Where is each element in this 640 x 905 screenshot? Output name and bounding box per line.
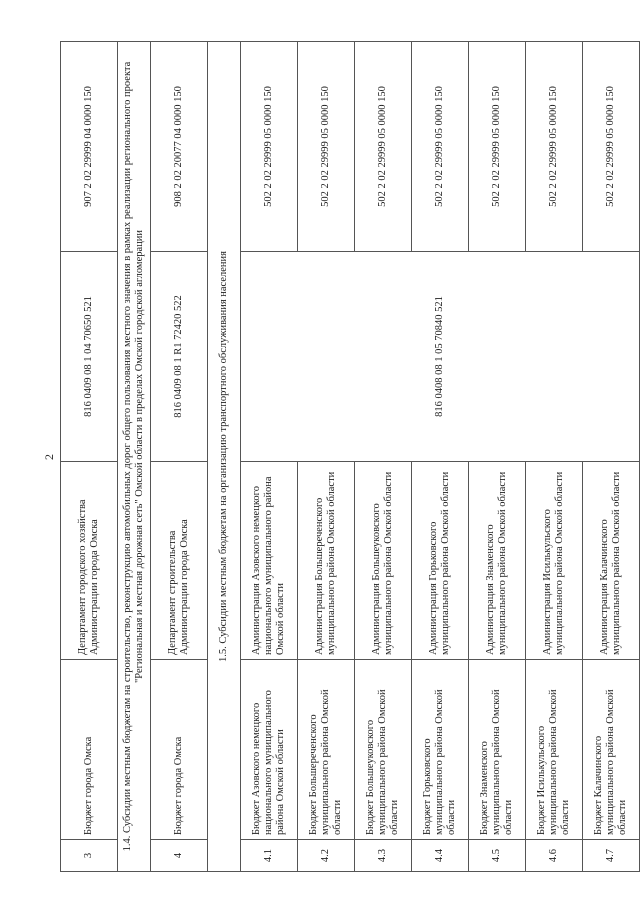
table-row — [241, 42, 298, 872]
budget-cell: Бюджет Калачинского муниципального района Омской области — [583, 660, 640, 840]
revenue-code-cell: 908 2 02 20077 04 0000 150 — [151, 42, 208, 252]
row-number: 4.7 — [583, 840, 640, 872]
rotated-content — [34, 42, 628, 872]
budget-cell: Бюджет Большереченского муниципального района Омской области — [298, 660, 355, 840]
section-title: 1.4. Субсидии местным бюджетам на строительство, реконструкцию автомобильных дорог общего пользования местного значения в рамках реализации регионального проекта "Региональная и местная дорожная сеть" Омской области в пределах Омской городской агломерации — [118, 42, 151, 872]
budget-cell: Бюджет Азовского немецкого национального муниципального района Омской области — [241, 660, 298, 840]
revenue-code-cell: 502 2 02 29999 05 0000 150 — [241, 42, 298, 252]
row-number: 4.3 — [355, 840, 412, 872]
admin-cell: Администрация Большеуковского муниципального района Омской области — [355, 462, 412, 660]
row-number: 4.1 — [241, 840, 298, 872]
budget-cell: Бюджет Горьковского муниципального района Омской области — [412, 660, 469, 840]
subsidy-table — [60, 41, 640, 872]
revenue-code-cell: 907 2 02 29999 04 0000 150 — [61, 42, 118, 252]
expense-code-cell: 816 0409 08 1 R1 72420 522 — [151, 252, 208, 462]
section-title: 1.5. Субсидии местным бюджетам на организацию транспортного обслуживания населения — [208, 42, 241, 872]
row-number: 4.5 — [469, 840, 526, 872]
expense-code-cell: 816 0409 08 1 04 70650 521 — [61, 252, 118, 462]
row-number: 4 — [151, 840, 208, 872]
budget-cell: Бюджет города Омска — [61, 660, 118, 840]
table-row — [151, 42, 208, 872]
row-number: 3 — [61, 840, 118, 872]
revenue-code-cell: 502 2 02 29999 05 0000 150 — [526, 42, 583, 252]
admin-cell: Администрация Калачинского муниципального района Омской области — [583, 462, 640, 660]
shared-expense-code-cell: 816 0408 08 1 05 70840 521 — [241, 252, 640, 462]
budget-cell: Бюджет Большеуковского муниципального района Омской области — [355, 660, 412, 840]
revenue-code-cell: 502 2 02 29999 05 0000 150 — [583, 42, 640, 252]
revenue-code-cell: 502 2 02 29999 05 0000 150 — [298, 42, 355, 252]
admin-cell: Администрация Знаменского муниципального района Омской области — [469, 462, 526, 660]
budget-cell: Бюджет Исилькульского муниципального района Омской области — [526, 660, 583, 840]
budget-cell: Бюджет Знаменского муниципального района Омской области — [469, 660, 526, 840]
revenue-code-cell: 502 2 02 29999 05 0000 150 — [355, 42, 412, 252]
table-row — [61, 42, 118, 872]
section-row — [208, 42, 241, 872]
page-number: 2 — [42, 454, 56, 460]
admin-cell: Администрация Исилькульского муниципального района Омской области — [526, 462, 583, 660]
row-number: 4.2 — [298, 840, 355, 872]
admin-cell: Администрация Азовского немецкого национального муниципального района Омской области — [241, 462, 298, 660]
admin-cell: Администрация Большереченского муниципального района Омской области — [298, 462, 355, 660]
revenue-code-cell: 502 2 02 29999 05 0000 150 — [412, 42, 469, 252]
budget-cell: Бюджет города Омска — [151, 660, 208, 840]
admin-cell: Департамент городского хозяйства Администрации города Омска — [61, 462, 118, 660]
row-number: 4.4 — [412, 840, 469, 872]
admin-cell: Департамент строительства Администрации города Омска — [151, 462, 208, 660]
admin-cell: Администрация Горьковского муниципального района Омской области — [412, 462, 469, 660]
section-row — [118, 42, 151, 872]
row-number: 4.6 — [526, 840, 583, 872]
revenue-code-cell: 502 2 02 29999 05 0000 150 — [469, 42, 526, 252]
